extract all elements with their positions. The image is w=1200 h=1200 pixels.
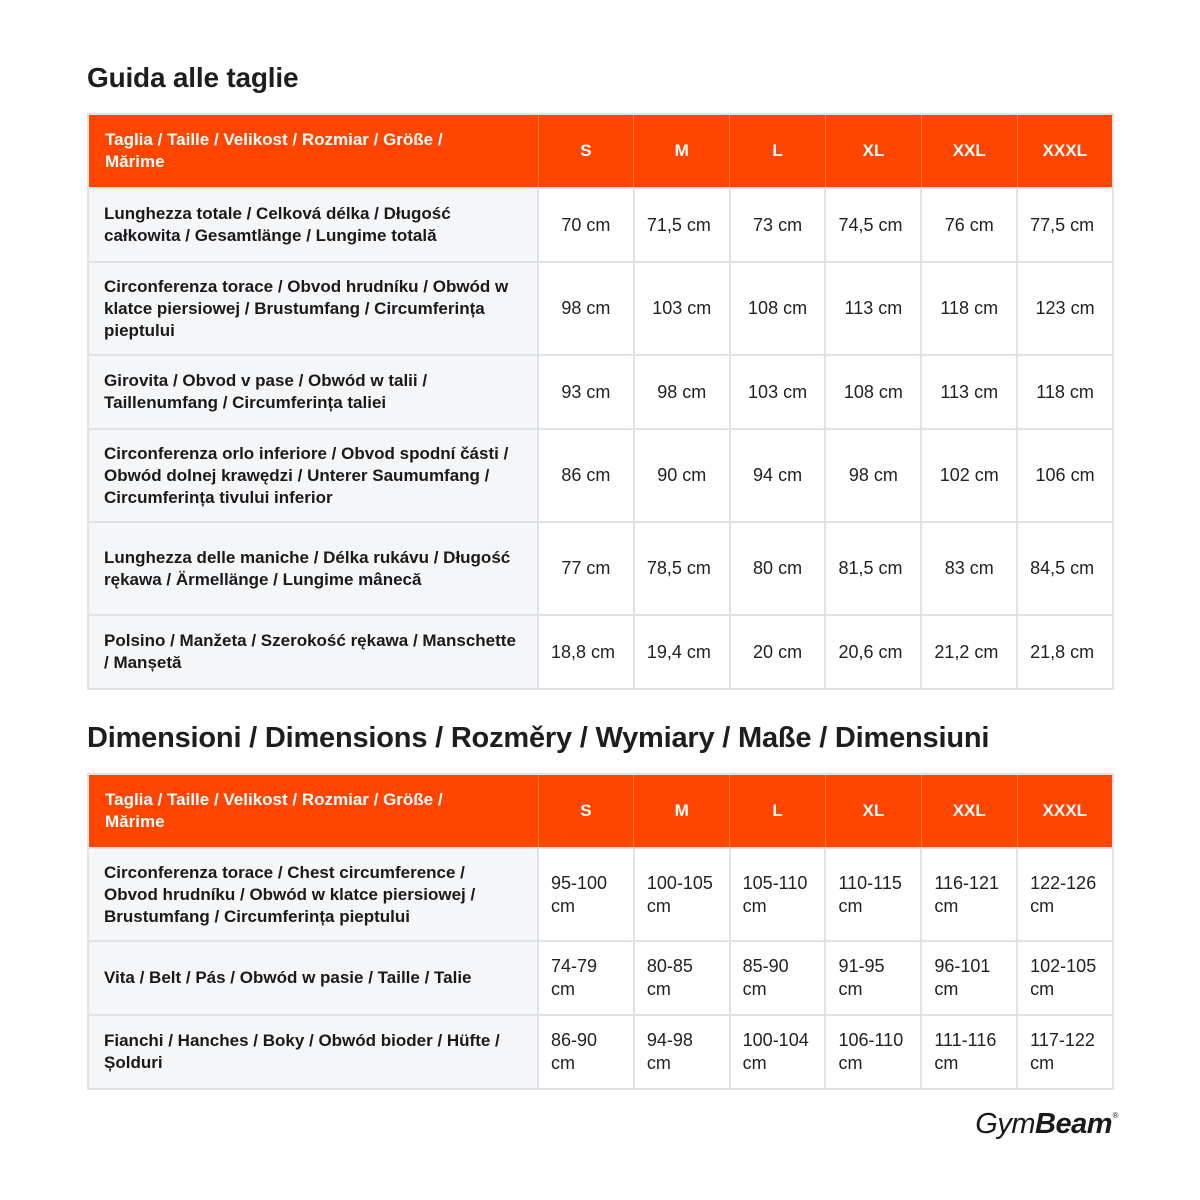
size-header-xl: XL [825, 114, 921, 188]
value-cell: 108 cm [825, 355, 921, 429]
value-cell: 113 cm [825, 262, 921, 355]
value-cell: 93 cm [538, 355, 634, 429]
value-cell: 83 cm [921, 522, 1017, 615]
table-header-row [88, 114, 1113, 188]
dimensions-title: Dimensioni / Dimensions / Rozměry / Wymiary / Maße / Dimensiuni [87, 722, 990, 754]
value-cell: 80-85 cm [634, 941, 730, 1015]
gymbeam-logo [975, 1108, 1118, 1141]
logo-text-gym: Gym [975, 1108, 1035, 1140]
value-cell: 102-105 cm [1017, 941, 1113, 1015]
value-cell: 113 cm [921, 355, 1017, 429]
value-cell: 85-90 cm [730, 941, 826, 1015]
size-header-xxl: XXL [921, 114, 1017, 188]
size-header-xxl: XXL [921, 774, 1017, 848]
size-header-xl: XL [825, 774, 921, 848]
value-cell: 21,2 cm [921, 615, 1017, 689]
value-cell: 95-100 cm [538, 848, 634, 941]
value-cell: 84,5 cm [1017, 522, 1113, 615]
value-cell: 73 cm [730, 188, 826, 262]
value-cell: 98 cm [825, 429, 921, 522]
value-cell: 77,5 cm [1017, 188, 1113, 262]
table-header-row [88, 774, 1113, 848]
table-row [88, 941, 1113, 1015]
value-cell: 71,5 cm [634, 188, 730, 262]
value-cell: 19,4 cm [634, 615, 730, 689]
row-label: Circonferenza torace / Obvod hrudníku / Obwód w klatce piersiowej / Brustumfang / Circumferința pieptului [88, 262, 538, 355]
table-row [88, 1015, 1113, 1089]
value-cell: 110-115 cm [825, 848, 921, 941]
table-row [88, 262, 1113, 355]
value-cell: 100-105 cm [634, 848, 730, 941]
value-cell: 20 cm [730, 615, 826, 689]
row-label: Circonferenza orlo inferiore / Obvod spodní části / Obwód dolnej krawędzi / Unterer Saumumfang / Circumferința tivului inferior [88, 429, 538, 522]
size-guide-title: Guida alle taglie [87, 62, 299, 93]
value-cell: 70 cm [538, 188, 634, 262]
size-guide-table [87, 113, 1114, 690]
value-cell: 21,8 cm [1017, 615, 1113, 689]
dimensions-table [87, 773, 1114, 1090]
size-header-l: L [730, 114, 826, 188]
value-cell: 102 cm [921, 429, 1017, 522]
table-row [88, 188, 1113, 262]
size-header-l: L [730, 774, 826, 848]
value-cell: 116-121 cm [921, 848, 1017, 941]
value-cell: 94-98 cm [634, 1015, 730, 1089]
value-cell: 77 cm [538, 522, 634, 615]
value-cell: 118 cm [1017, 355, 1113, 429]
value-cell: 98 cm [634, 355, 730, 429]
row-label: Lunghezza totale / Celková délka / Długość całkowita / Gesamtlänge / Lungime totală [88, 188, 538, 262]
value-cell: 86 cm [538, 429, 634, 522]
registered-mark: ® [1112, 1111, 1118, 1120]
value-cell: 76 cm [921, 188, 1017, 262]
value-cell: 20,6 cm [825, 615, 921, 689]
value-cell: 18,8 cm [538, 615, 634, 689]
value-cell: 105-110 cm [730, 848, 826, 941]
table-row [88, 615, 1113, 689]
value-cell: 94 cm [730, 429, 826, 522]
value-cell: 108 cm [730, 262, 826, 355]
value-cell: 96-101 cm [921, 941, 1017, 1015]
size-header-s: S [538, 774, 634, 848]
table-row [88, 522, 1113, 615]
value-cell: 106 cm [1017, 429, 1113, 522]
value-cell: 78,5 cm [634, 522, 730, 615]
size-header-xxxl: XXXL [1017, 774, 1113, 848]
value-cell: 123 cm [1017, 262, 1113, 355]
value-cell: 74,5 cm [825, 188, 921, 262]
value-cell: 90 cm [634, 429, 730, 522]
size-header-xxxl: XXXL [1017, 114, 1113, 188]
size-column-header: Taglia / Taille / Velikost / Rozmiar / Größe / Mărime [88, 774, 538, 848]
value-cell: 117-122 cm [1017, 1015, 1113, 1089]
table-row [88, 848, 1113, 941]
row-label: Polsino / Manžeta / Szerokość rękawa / Manschette / Manșetă [88, 615, 538, 689]
value-cell: 80 cm [730, 522, 826, 615]
size-column-header: Taglia / Taille / Velikost / Rozmiar / Größe / Mărime [88, 114, 538, 188]
value-cell: 98 cm [538, 262, 634, 355]
value-cell: 118 cm [921, 262, 1017, 355]
value-cell: 103 cm [634, 262, 730, 355]
value-cell: 103 cm [730, 355, 826, 429]
logo-text-beam: Beam [1035, 1108, 1112, 1140]
value-cell: 74-79 cm [538, 941, 634, 1015]
row-label: Vita / Belt / Pás / Obwód w pasie / Taille / Talie [88, 941, 538, 1015]
value-cell: 100-104 cm [730, 1015, 826, 1089]
value-cell: 111-116 cm [921, 1015, 1017, 1089]
row-label: Fianchi / Hanches / Boky / Obwód bioder / Hüfte / Șolduri [88, 1015, 538, 1089]
value-cell: 91-95 cm [825, 941, 921, 1015]
row-label: Lunghezza delle maniche / Délka rukávu / Długość rękawa / Ärmellänge / Lungime mânecă [88, 522, 538, 615]
value-cell: 86-90 cm [538, 1015, 634, 1089]
size-header-m: M [634, 774, 730, 848]
row-label: Circonferenza torace / Chest circumference / Obvod hrudníku / Obwód w klatce piersiowej / Brustumfang / Circumferința pieptului [88, 848, 538, 941]
value-cell: 81,5 cm [825, 522, 921, 615]
size-header-m: M [634, 114, 730, 188]
value-cell: 106-110 cm [825, 1015, 921, 1089]
value-cell: 122-126 cm [1017, 848, 1113, 941]
table-row [88, 429, 1113, 522]
table-row [88, 355, 1113, 429]
row-label: Girovita / Obvod v pase / Obwód w talii / Taillenumfang / Circumferința taliei [88, 355, 538, 429]
size-header-s: S [538, 114, 634, 188]
